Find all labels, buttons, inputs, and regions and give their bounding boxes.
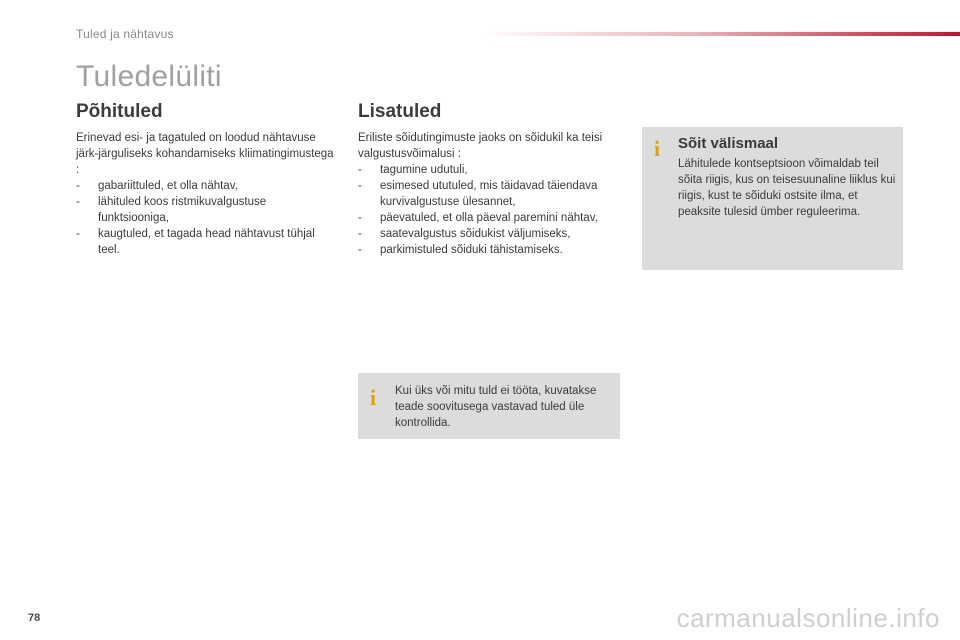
list-dash: -	[358, 228, 362, 240]
lamp-failure-text: Kui üks või mitu tuld ei tööta, kuvatakse teade soovitusega vastavad tuled üle kontrollida.	[395, 385, 597, 429]
pohituled-list	[76, 178, 334, 258]
list-dash: -	[76, 196, 80, 208]
list-item-text: parkimistuled sõiduki tähistamiseks.	[380, 244, 563, 256]
list-item-text: saatevalgustus sõidukist väljumiseks,	[380, 228, 571, 240]
list-dash: -	[358, 180, 362, 192]
pohituled-heading: Põhituled	[76, 101, 163, 122]
list-item	[76, 194, 334, 226]
lisatuled-heading: Lisatuled	[358, 101, 442, 122]
list-dash: -	[76, 180, 80, 192]
list-item-text: kaugtuled, et tagada head nähtavust tühjal teel.	[98, 228, 315, 256]
list-dash: -	[358, 244, 362, 256]
list-item-text: tagumine udutuli,	[380, 164, 468, 176]
foreign-driving-title: Sõit välismaal	[678, 135, 779, 152]
list-item	[76, 226, 334, 258]
list-item	[358, 242, 622, 258]
header-accent-bar	[480, 32, 960, 36]
page-title: Tuledelüliti	[76, 60, 222, 93]
pohituled-intro: Erinevad esi- ja tagatuled on loodud nähtavuse järk-järguliseks kohandamiseks kliimatingimustega :	[76, 132, 334, 176]
list-item	[358, 210, 622, 226]
list-item-text: lähituled koos ristmikuvalgustuse funktsiooniga,	[98, 196, 267, 224]
info-icon: i	[370, 385, 377, 410]
pohituled-body	[76, 130, 334, 258]
lisatuled-body	[358, 130, 622, 258]
list-dash: -	[76, 228, 80, 240]
list-dash: -	[358, 164, 362, 176]
lisatuled-intro: Eriliste sõidutingimuste jaoks on sõidukil ka teisi valgustusvõimalusi :	[358, 132, 603, 160]
foreign-driving-text: Lähitulede kontseptsioon võimaldab teil sõita riigis, kus on teisesuunaline liiklus kui riigis, kust te sõiduki ostsite ilma, et peaksite tulesid ümber reguleerima.	[678, 158, 896, 218]
info-icon: i	[654, 136, 661, 161]
list-item	[358, 178, 622, 210]
list-item	[76, 178, 334, 194]
foreign-driving-info-box	[642, 127, 903, 270]
lamp-failure-info-box	[358, 373, 620, 439]
list-item	[358, 226, 622, 242]
lisatuled-list	[358, 162, 622, 258]
list-item-text: gabariittuled, et olla nähtav,	[98, 180, 238, 192]
list-item-text: päevatuled, et olla päeval paremini nähtav,	[380, 212, 598, 224]
watermark: carmanualsonline.info	[676, 603, 940, 633]
section-header-label: Tuled ja nähtavus	[76, 27, 174, 41]
list-dash: -	[358, 212, 362, 224]
list-item	[358, 162, 622, 178]
page-number: 78	[28, 612, 41, 624]
list-item-text: esimesed ututuled, mis täidavad täiendava kurvivalgustuse ülesannet,	[380, 180, 598, 208]
